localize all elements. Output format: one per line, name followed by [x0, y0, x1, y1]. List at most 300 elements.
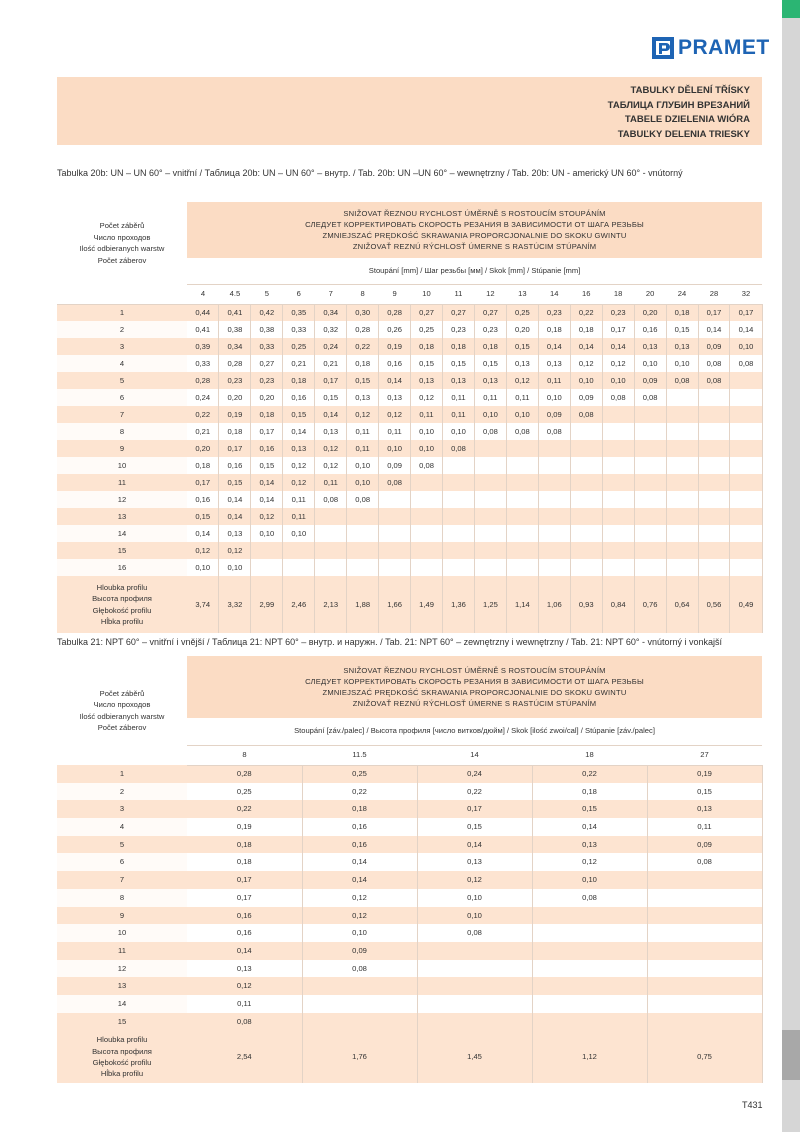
value-cell: [602, 406, 634, 423]
value-cell: [379, 491, 411, 508]
value-cell: 0,08: [474, 423, 506, 440]
value-cell: 0,18: [187, 853, 302, 871]
brand-logo: [652, 36, 770, 60]
value-cell: 0,16: [302, 836, 417, 854]
value-cell: 0,17: [187, 889, 302, 907]
value-cell: 0,17: [187, 474, 219, 491]
value-cell: 0,09: [538, 406, 570, 423]
value-cell: [315, 559, 347, 576]
value-cell: 0,25: [506, 304, 538, 321]
value-cell: 0,08: [647, 853, 762, 871]
value-cell: 0,15: [283, 406, 315, 423]
value-cell: 0,39: [187, 338, 219, 355]
value-cell: [730, 457, 762, 474]
value-cell: [634, 542, 666, 559]
value-cell: [634, 440, 666, 457]
table-row: [57, 1013, 762, 1031]
value-cell: [634, 474, 666, 491]
value-cell: [698, 542, 730, 559]
value-cell: 0,13: [417, 853, 532, 871]
page-title-sk: TABUĽKY DELENIA TRIESKY: [617, 128, 750, 140]
pitch-header-cell: 11.5: [302, 745, 417, 765]
value-cell: 0,18: [538, 321, 570, 338]
value-cell: 0,10: [634, 355, 666, 372]
value-cell: 0,10: [187, 559, 219, 576]
pass-number-cell: 3: [57, 800, 187, 818]
profile-depth-value: 1,45: [417, 1030, 532, 1083]
value-cell: 0,14: [302, 871, 417, 889]
value-cell: 0,34: [315, 304, 347, 321]
value-cell: [532, 995, 647, 1013]
value-cell: [315, 508, 347, 525]
value-cell: [647, 995, 762, 1013]
value-cell: 0,33: [187, 355, 219, 372]
value-cell: 0,20: [187, 440, 219, 457]
value-cell: [570, 508, 602, 525]
pitch-header-cell: 16: [570, 284, 602, 304]
profile-depth-label-line: Głębokość profilu: [92, 605, 152, 615]
warning-cz: SNIŽOVAT ŘEZNOU RYCHLOST ÚMĚRNĚ S ROSTOUCÍM STOUPÁNÍM: [343, 208, 606, 218]
value-cell: 0,17: [187, 871, 302, 889]
profile-depth-row: [57, 576, 762, 633]
value-cell: 0,10: [347, 457, 379, 474]
value-cell: [666, 508, 698, 525]
value-cell: 0,16: [283, 389, 315, 406]
pass-number-cell: 4: [57, 818, 187, 836]
pass-number-cell: 14: [57, 995, 187, 1013]
profile-depth-value: 2,46: [283, 576, 315, 633]
value-cell: [730, 525, 762, 542]
pitch-header-cell: 4: [187, 284, 219, 304]
passes-label-pl: Ilość odbieranych warstw: [79, 244, 165, 253]
value-cell: 0,14: [219, 491, 251, 508]
value-cell: 0,12: [219, 542, 251, 559]
value-cell: 0,30: [347, 304, 379, 321]
value-cell: 0,15: [219, 474, 251, 491]
profile-depth-value: 1,76: [302, 1030, 417, 1083]
value-cell: 0,16: [219, 457, 251, 474]
value-cell: 0,10: [443, 423, 475, 440]
pass-number-cell: 1: [57, 304, 187, 321]
value-cell: 0,11: [187, 995, 302, 1013]
value-cell: 0,17: [219, 440, 251, 457]
passes-label-ru: Число проходов: [93, 700, 151, 709]
value-cell: [443, 508, 475, 525]
value-cell: [506, 559, 538, 576]
value-cell: [698, 525, 730, 542]
value-cell: [532, 942, 647, 960]
value-cell: [538, 508, 570, 525]
table-row: [57, 853, 762, 871]
value-cell: 0,11: [443, 389, 475, 406]
value-cell: [411, 474, 443, 491]
value-cell: 0,15: [251, 457, 283, 474]
value-cell: [474, 491, 506, 508]
pass-number-cell: 6: [57, 853, 187, 871]
value-cell: 0,13: [538, 355, 570, 372]
value-cell: 0,08: [315, 491, 347, 508]
value-cell: 0,08: [666, 372, 698, 389]
profile-depth-value: 0,56: [698, 576, 730, 633]
value-cell: 0,22: [347, 338, 379, 355]
value-cell: 0,13: [443, 372, 475, 389]
profile-depth-row: [57, 1030, 762, 1083]
pass-number-cell: 15: [57, 542, 187, 559]
value-cell: [538, 525, 570, 542]
value-cell: 0,12: [283, 474, 315, 491]
value-cell: [647, 889, 762, 907]
pass-number-cell: 9: [57, 440, 187, 457]
value-cell: 0,25: [302, 765, 417, 783]
passes-label-sk: Počet záberov: [97, 723, 147, 732]
table20: [57, 202, 763, 633]
value-cell: [417, 977, 532, 995]
value-cell: 0,14: [187, 525, 219, 542]
value-cell: [666, 389, 698, 406]
page-title-pl: TABELE DZIELENIA WIÓRA: [624, 114, 750, 125]
value-cell: 0,12: [411, 389, 443, 406]
value-cell: [602, 525, 634, 542]
profile-depth-value: 1,49: [411, 576, 443, 633]
profile-depth-label-line: Hloubka profilu: [96, 583, 148, 593]
value-cell: [666, 559, 698, 576]
value-cell: [730, 406, 762, 423]
page-number: T431: [742, 1100, 763, 1110]
value-cell: [506, 440, 538, 457]
value-cell: 0,23: [443, 321, 475, 338]
pass-number-cell: 9: [57, 907, 187, 925]
value-cell: 0,12: [506, 372, 538, 389]
value-cell: 0,10: [347, 474, 379, 491]
value-cell: 0,11: [506, 389, 538, 406]
value-cell: [647, 907, 762, 925]
value-cell: 0,41: [219, 304, 251, 321]
value-cell: 0,08: [730, 355, 762, 372]
value-cell: [570, 423, 602, 440]
value-cell: 0,20: [251, 389, 283, 406]
value-cell: 0,14: [302, 853, 417, 871]
value-cell: 0,15: [443, 355, 475, 372]
value-cell: 0,08: [570, 406, 602, 423]
value-cell: [443, 474, 475, 491]
value-cell: 0,20: [219, 389, 251, 406]
value-cell: [570, 491, 602, 508]
value-cell: 0,23: [219, 372, 251, 389]
value-cell: 0,18: [411, 338, 443, 355]
value-cell: [283, 542, 315, 559]
value-cell: [474, 542, 506, 559]
value-cell: 0,35: [283, 304, 315, 321]
pass-number-cell: 2: [57, 783, 187, 801]
value-cell: 0,11: [474, 389, 506, 406]
profile-depth-value: 1,25: [474, 576, 506, 633]
value-cell: [570, 542, 602, 559]
pass-number-cell: 2: [57, 321, 187, 338]
pitch-header-cell: 14: [417, 745, 532, 765]
value-cell: [666, 457, 698, 474]
value-cell: [730, 440, 762, 457]
pass-number-cell: 3: [57, 338, 187, 355]
value-cell: 0,15: [666, 321, 698, 338]
value-cell: 0,16: [187, 491, 219, 508]
pass-number-cell: 15: [57, 1013, 187, 1031]
value-cell: 0,12: [283, 457, 315, 474]
value-cell: 0,13: [379, 389, 411, 406]
value-cell: 0,13: [219, 525, 251, 542]
value-cell: 0,12: [302, 889, 417, 907]
value-cell: [251, 542, 283, 559]
table-row: [57, 321, 762, 338]
value-cell: [570, 474, 602, 491]
value-cell: [474, 508, 506, 525]
value-cell: 0,28: [379, 304, 411, 321]
value-cell: [666, 491, 698, 508]
value-cell: 0,21: [187, 423, 219, 440]
value-cell: 0,11: [347, 440, 379, 457]
value-cell: [532, 1013, 647, 1031]
pass-number-cell: 16: [57, 559, 187, 576]
value-cell: 0,10: [417, 907, 532, 925]
table-row: [57, 372, 762, 389]
passes-label-sk: Počet záberov: [97, 255, 147, 265]
value-cell: [538, 474, 570, 491]
value-cell: 0,17: [602, 321, 634, 338]
pass-number-cell: 13: [57, 508, 187, 525]
value-cell: [666, 542, 698, 559]
table-row: [57, 491, 762, 508]
table21-passes-header: [57, 656, 187, 765]
value-cell: 0,14: [379, 372, 411, 389]
value-cell: 0,08: [538, 423, 570, 440]
value-cell: [698, 457, 730, 474]
table-row: [57, 423, 762, 440]
value-cell: [647, 960, 762, 978]
value-cell: [647, 1013, 762, 1031]
value-cell: 0,18: [219, 423, 251, 440]
value-cell: 0,13: [411, 372, 443, 389]
value-cell: 0,18: [302, 800, 417, 818]
value-cell: 0,11: [443, 406, 475, 423]
value-cell: [698, 423, 730, 440]
pitch-header-cell: 20: [634, 284, 666, 304]
value-cell: [411, 491, 443, 508]
table-row: [57, 508, 762, 525]
table21: [57, 656, 763, 1083]
value-cell: [634, 406, 666, 423]
value-cell: 0,10: [602, 372, 634, 389]
value-cell: [730, 372, 762, 389]
value-cell: [474, 559, 506, 576]
value-cell: [443, 457, 475, 474]
value-cell: 0,11: [379, 423, 411, 440]
profile-depth-label-line: Hloubka profilu: [96, 1035, 148, 1045]
pass-number-cell: 5: [57, 836, 187, 854]
value-cell: [417, 960, 532, 978]
value-cell: 0,10: [474, 406, 506, 423]
table20-passes-header: [57, 202, 187, 284]
table-row: [57, 871, 762, 889]
table-row: [57, 559, 762, 576]
value-cell: [506, 542, 538, 559]
value-cell: 0,16: [379, 355, 411, 372]
value-cell: [379, 542, 411, 559]
pass-number-cell: 10: [57, 457, 187, 474]
value-cell: [443, 542, 475, 559]
value-cell: 0,42: [251, 304, 283, 321]
value-cell: 0,28: [219, 355, 251, 372]
table-row: [57, 889, 762, 907]
value-cell: 0,17: [251, 423, 283, 440]
value-cell: 0,10: [283, 525, 315, 542]
page-title-cz: TABULKY DĚLENÍ TŘÍSKY: [630, 85, 750, 96]
value-cell: 0,10: [411, 423, 443, 440]
value-cell: 0,14: [532, 818, 647, 836]
pitch-header-cell: 27: [647, 745, 762, 765]
table-row: [57, 338, 762, 355]
pass-number-cell: 8: [57, 423, 187, 440]
value-cell: 0,14: [315, 406, 347, 423]
value-cell: 0,14: [417, 836, 532, 854]
value-cell: [411, 559, 443, 576]
value-cell: [347, 559, 379, 576]
pramet-logo-icon: [652, 37, 674, 59]
pass-number-cell: 13: [57, 977, 187, 995]
value-cell: [730, 474, 762, 491]
value-cell: [730, 423, 762, 440]
value-cell: 0,08: [698, 372, 730, 389]
value-cell: [283, 559, 315, 576]
value-cell: 0,16: [187, 924, 302, 942]
value-cell: [698, 406, 730, 423]
value-cell: 0,22: [570, 304, 602, 321]
value-cell: 0,20: [506, 321, 538, 338]
value-cell: 0,08: [187, 1013, 302, 1031]
warning-pl: ZMNIEJSZAĆ PRĘDKOŚĆ SKRAWANIA PROPORCJONALNIE DO SKOKU GWINTU: [322, 231, 627, 240]
value-cell: 0,22: [302, 783, 417, 801]
value-cell: [443, 491, 475, 508]
table-row: [57, 924, 762, 942]
value-cell: 0,08: [417, 924, 532, 942]
table-row: [57, 542, 762, 559]
value-cell: 0,08: [411, 457, 443, 474]
pitch-header-cell: 7: [315, 284, 347, 304]
value-cell: 0,19: [647, 765, 762, 783]
value-cell: 0,23: [538, 304, 570, 321]
value-cell: [602, 423, 634, 440]
value-cell: [474, 457, 506, 474]
value-cell: 0,09: [570, 389, 602, 406]
pitch-header-cell: 18: [602, 284, 634, 304]
value-cell: [698, 491, 730, 508]
value-cell: 0,10: [538, 389, 570, 406]
value-cell: [602, 542, 634, 559]
value-cell: [506, 491, 538, 508]
value-cell: [506, 525, 538, 542]
pass-number-cell: 4: [57, 355, 187, 372]
profile-depth-value: 3,74: [187, 576, 219, 633]
value-cell: 0,10: [730, 338, 762, 355]
value-cell: 0,15: [474, 355, 506, 372]
value-cell: 0,14: [251, 474, 283, 491]
value-cell: [698, 559, 730, 576]
table20-speed-warning: [187, 202, 762, 258]
profile-depth-label: [57, 1030, 187, 1083]
value-cell: 0,24: [417, 765, 532, 783]
value-cell: 0,14: [251, 491, 283, 508]
pass-number-cell: 6: [57, 389, 187, 406]
value-cell: 0,12: [315, 457, 347, 474]
pitch-header-cell: 24: [666, 284, 698, 304]
value-cell: [538, 457, 570, 474]
profile-depth-label-line: Высота профиля: [92, 594, 152, 604]
pass-number-cell: 8: [57, 889, 187, 907]
value-cell: 0,08: [443, 440, 475, 457]
table-row: [57, 389, 762, 406]
value-cell: 0,28: [187, 372, 219, 389]
value-cell: 0,08: [634, 389, 666, 406]
value-cell: 0,13: [634, 338, 666, 355]
value-cell: 0,14: [538, 338, 570, 355]
table-row: [57, 995, 762, 1013]
value-cell: 0,08: [379, 474, 411, 491]
value-cell: [411, 525, 443, 542]
value-cell: 0,19: [219, 406, 251, 423]
value-cell: 0,18: [251, 406, 283, 423]
value-cell: 0,09: [634, 372, 666, 389]
value-cell: [666, 525, 698, 542]
value-cell: [698, 508, 730, 525]
value-cell: 0,33: [251, 338, 283, 355]
value-cell: 0,34: [219, 338, 251, 355]
value-cell: [602, 474, 634, 491]
profile-depth-label-line: Hĺbka profilu: [100, 1069, 144, 1079]
value-cell: 0,32: [315, 321, 347, 338]
value-cell: [602, 457, 634, 474]
value-cell: 0,24: [187, 389, 219, 406]
value-cell: 0,08: [602, 389, 634, 406]
value-cell: [532, 907, 647, 925]
value-cell: 0,15: [187, 508, 219, 525]
table-row: [57, 977, 762, 995]
pitch-header-cell: 13: [506, 284, 538, 304]
value-cell: 0,22: [187, 406, 219, 423]
value-cell: 0,14: [602, 338, 634, 355]
pass-number-cell: 7: [57, 406, 187, 423]
value-cell: [315, 525, 347, 542]
value-cell: 0,10: [219, 559, 251, 576]
value-cell: 0,16: [187, 907, 302, 925]
profile-depth-value: 1,88: [347, 576, 379, 633]
value-cell: 0,10: [302, 924, 417, 942]
value-cell: [506, 457, 538, 474]
value-cell: 0,12: [315, 440, 347, 457]
profile-depth-label-line: Hĺbka profilu: [100, 616, 144, 626]
value-cell: 0,21: [283, 355, 315, 372]
value-cell: 0,18: [187, 457, 219, 474]
value-cell: 0,15: [315, 389, 347, 406]
value-cell: 0,18: [283, 372, 315, 389]
value-cell: 0,08: [506, 423, 538, 440]
warning-ru: СЛЕДУЕТ КОРРЕКТИРОВАТЬ СКОРОСТЬ РЕЗАНИЯ В ЗАВИСИМОСТИ ОТ ШАГА РЕЗЬБЫ: [305, 219, 644, 229]
profile-depth-value: 1,06: [538, 576, 570, 633]
table21-speed-warning: [187, 656, 762, 718]
value-cell: 0,25: [411, 321, 443, 338]
pitch-header-cell: 5: [251, 284, 283, 304]
value-cell: [411, 542, 443, 559]
value-cell: [602, 508, 634, 525]
pitch-header-cell: 28: [698, 284, 730, 304]
brand-name: PRAMET: [678, 36, 770, 59]
